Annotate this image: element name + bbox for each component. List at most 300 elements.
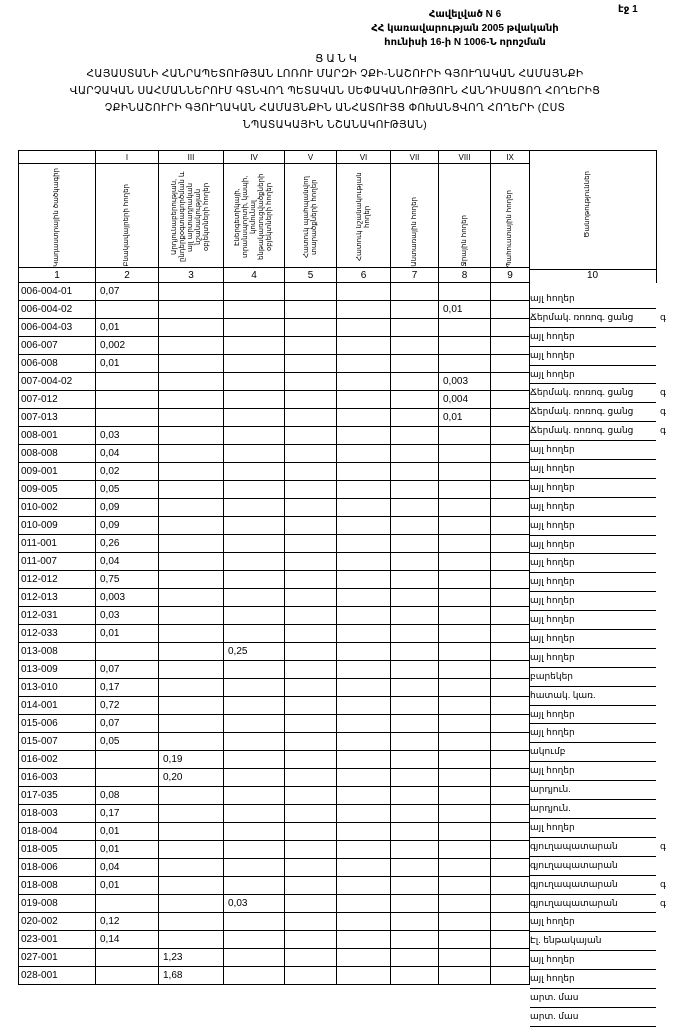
- area-value-cell: [439, 805, 491, 823]
- note-cell: [530, 762, 656, 781]
- table-row: [19, 445, 530, 463]
- area-value-cell: [96, 895, 159, 913]
- area-value-cell: [159, 553, 224, 571]
- annex-block: [340, 8, 590, 50]
- column-header-row: [19, 164, 530, 268]
- note-text: ակումբ: [530, 746, 566, 757]
- area-value-cell: [285, 427, 337, 445]
- table-row: [19, 625, 530, 643]
- note-cell: [530, 913, 656, 932]
- area-value-cell: [391, 283, 439, 301]
- table-row: [19, 481, 530, 499]
- area-value-cell: [491, 931, 530, 949]
- table-row: [19, 661, 530, 679]
- note-cell: [530, 706, 656, 725]
- column-header-label: Էներգետիկայի, տրանսպորտի, կապի, կոմունալ ենթակառուցվածքների օբյեկտների հողեր: [234, 173, 273, 261]
- table-row: [19, 463, 530, 481]
- area-value-cell: [285, 445, 337, 463]
- area-value-cell: [159, 373, 224, 391]
- table-row: [19, 877, 530, 895]
- note-text: այլ հողեր: [530, 708, 575, 719]
- area-value-cell: [224, 553, 285, 571]
- area-value-cell: [491, 283, 530, 301]
- column-header-label: Կադաստրային ծածկագիր: [53, 168, 60, 267]
- table-row: [19, 841, 530, 859]
- area-value-cell: [285, 751, 337, 769]
- area-value-cell: [224, 283, 285, 301]
- table-row: [19, 607, 530, 625]
- area-value-cell: [391, 697, 439, 715]
- area-value-cell: 0,17: [96, 679, 159, 697]
- area-value-cell: [391, 571, 439, 589]
- area-value-cell: [285, 607, 337, 625]
- table-row: [19, 301, 530, 319]
- area-value-cell: [439, 481, 491, 499]
- area-value-cell: [391, 373, 439, 391]
- area-value-cell: 0,72: [96, 697, 159, 715]
- area-value-cell: [491, 643, 530, 661]
- area-value-cell: [224, 841, 285, 859]
- note-text: գյուղապատարան: [530, 859, 618, 870]
- table-row: [19, 913, 530, 931]
- area-value-cell: [439, 769, 491, 787]
- area-value-cell: 0,03: [224, 895, 285, 913]
- area-value-cell: [159, 841, 224, 859]
- area-value-cell: [285, 463, 337, 481]
- area-value-cell: [159, 355, 224, 373]
- area-value-cell: [337, 931, 391, 949]
- area-value-cell: [224, 463, 285, 481]
- area-value-cell: [224, 409, 285, 427]
- area-value-cell: [391, 337, 439, 355]
- area-value-cell: [337, 679, 391, 697]
- note-cell: [530, 781, 656, 800]
- cadastral-code-cell: 006-008: [19, 355, 96, 373]
- document-title: ՑԱՆԿ: [315, 53, 360, 65]
- area-value-cell: [224, 319, 285, 337]
- area-value-cell: [285, 787, 337, 805]
- area-value-cell: 0,01: [96, 625, 159, 643]
- area-value-cell: [439, 679, 491, 697]
- note-text: այլ հողեր: [530, 576, 575, 587]
- note-text: այլ հողեր: [530, 651, 575, 662]
- cadastral-code-cell: 015-007: [19, 733, 96, 751]
- area-value-cell: [337, 409, 391, 427]
- cadastral-code-cell: 023-001: [19, 931, 96, 949]
- area-value-cell: [439, 553, 491, 571]
- area-value-cell: [96, 643, 159, 661]
- column-header-cell: [224, 164, 285, 268]
- area-value-cell: [337, 607, 391, 625]
- cadastral-code-cell: 028-001: [19, 967, 96, 985]
- area-value-cell: [224, 391, 285, 409]
- note-cell: [530, 611, 656, 630]
- area-value-cell: [439, 931, 491, 949]
- area-value-cell: [439, 733, 491, 751]
- area-value-cell: [96, 967, 159, 985]
- cadastral-code-cell: 018-003: [19, 805, 96, 823]
- area-value-cell: [391, 499, 439, 517]
- area-value-cell: [285, 931, 337, 949]
- note-text: Ճերմակ. ռոռոգ. ցանց: [530, 425, 634, 436]
- area-value-cell: [285, 553, 337, 571]
- area-value-cell: [337, 733, 391, 751]
- area-value-cell: [491, 427, 530, 445]
- area-value-cell: [224, 697, 285, 715]
- cadastral-code-cell: 009-001: [19, 463, 96, 481]
- area-value-cell: [391, 805, 439, 823]
- table-row: [19, 517, 530, 535]
- area-value-cell: [285, 661, 337, 679]
- note-text: արդյուն.: [530, 803, 571, 814]
- roman-header-cell: V: [285, 151, 337, 164]
- column-header-label: Պահուստային հողեր: [506, 189, 513, 267]
- area-value-cell: [159, 283, 224, 301]
- heading-line: ՀԱՅԱՍՏԱՆԻ ՀԱՆՐԱՊԵՏՈՒԹՅԱՆ ԼՈՌՈՒ ՄԱՐԶԻ ՉՔԻ-ՆԱՇՈՒՐԻ ԳՅՈՒՂԱԿԱՆ ՀԱՄԱՅՆՔԻ: [86, 68, 584, 80]
- note-cell: [530, 573, 656, 592]
- area-value-cell: [337, 481, 391, 499]
- area-value-cell: [285, 697, 337, 715]
- area-value-cell: [159, 859, 224, 877]
- area-value-cell: [159, 337, 224, 355]
- roman-header-cell: VII: [391, 151, 439, 164]
- area-value-cell: [439, 787, 491, 805]
- area-value-cell: 1,68: [159, 967, 224, 985]
- table-row: [19, 589, 530, 607]
- area-value-cell: [439, 895, 491, 913]
- note-cell: [530, 366, 656, 385]
- table-row: [19, 823, 530, 841]
- area-value-cell: [439, 427, 491, 445]
- column-header-cell: [491, 164, 530, 268]
- area-value-cell: [337, 715, 391, 733]
- note-cell: [530, 290, 656, 309]
- area-value-cell: [285, 805, 337, 823]
- area-value-cell: 0,01: [96, 355, 159, 373]
- area-value-cell: [491, 967, 530, 985]
- cadastral-code-cell: 010-002: [19, 499, 96, 517]
- column-header-cell: [19, 164, 96, 268]
- annex-line: Հավելված N 6: [428, 9, 502, 20]
- area-value-cell: [491, 715, 530, 733]
- area-value-cell: [439, 535, 491, 553]
- area-value-cell: [491, 859, 530, 877]
- area-value-cell: [159, 877, 224, 895]
- cadastral-code-cell: 010-009: [19, 517, 96, 535]
- area-value-cell: 0,01: [439, 409, 491, 427]
- roman-header-cell: III: [159, 151, 224, 164]
- note-text: գյուղապատարան: [530, 840, 618, 851]
- area-value-cell: [439, 517, 491, 535]
- area-value-cell: 1,23: [159, 949, 224, 967]
- area-value-cell: [391, 319, 439, 337]
- area-value-cell: [285, 877, 337, 895]
- area-value-cell: [285, 643, 337, 661]
- area-value-cell: [491, 661, 530, 679]
- area-value-cell: [491, 913, 530, 931]
- area-value-cell: 0,01: [96, 841, 159, 859]
- note-cell: [530, 668, 656, 687]
- area-value-cell: [285, 517, 337, 535]
- area-value-cell: [285, 895, 337, 913]
- area-value-cell: [491, 589, 530, 607]
- area-value-cell: [159, 913, 224, 931]
- area-value-cell: [491, 319, 530, 337]
- note-mark: գ: [660, 425, 666, 436]
- cadastral-code-cell: 008-008: [19, 445, 96, 463]
- roman-header-cell: I: [96, 151, 159, 164]
- area-value-cell: [491, 697, 530, 715]
- area-value-cell: [159, 895, 224, 913]
- area-value-cell: [337, 391, 391, 409]
- area-value-cell: [491, 445, 530, 463]
- note-text: այլ հողեր: [530, 349, 575, 360]
- area-value-cell: [391, 553, 439, 571]
- note-text: այլ հողեր: [530, 727, 575, 738]
- area-value-cell: [491, 841, 530, 859]
- area-value-cell: [391, 301, 439, 319]
- table-row: [19, 499, 530, 517]
- table-row: [19, 283, 530, 301]
- area-value-cell: [337, 517, 391, 535]
- area-value-cell: 0,05: [96, 733, 159, 751]
- table-row: [19, 859, 530, 877]
- note-cell: [530, 687, 656, 706]
- area-value-cell: 0,14: [96, 931, 159, 949]
- area-value-cell: [337, 553, 391, 571]
- cadastral-code-cell: 018-006: [19, 859, 96, 877]
- area-value-cell: [285, 859, 337, 877]
- column-header-label: Հատուկ նշանակության հողեր: [355, 172, 371, 262]
- cadastral-code-cell: 006-004-02: [19, 301, 96, 319]
- cadastral-code-cell: 019-008: [19, 895, 96, 913]
- area-value-cell: [391, 391, 439, 409]
- area-value-cell: [337, 589, 391, 607]
- land-table: [18, 150, 530, 985]
- area-value-cell: [391, 679, 439, 697]
- area-value-cell: [391, 427, 439, 445]
- note-text: այլ հողեր: [530, 330, 575, 341]
- area-value-cell: [285, 571, 337, 589]
- cadastral-code-cell: 012-031: [19, 607, 96, 625]
- column-number-row: [19, 268, 530, 283]
- area-value-cell: 0,12: [96, 913, 159, 931]
- area-value-cell: [337, 373, 391, 391]
- area-value-cell: [439, 967, 491, 985]
- note-cell: [530, 1008, 656, 1027]
- column-header-cell: [159, 164, 224, 268]
- area-value-cell: [224, 355, 285, 373]
- area-value-cell: [285, 283, 337, 301]
- cadastral-code-cell: 018-004: [19, 823, 96, 841]
- area-value-cell: [224, 769, 285, 787]
- note-mark: գ: [660, 897, 666, 908]
- area-value-cell: [159, 805, 224, 823]
- table-row: [19, 319, 530, 337]
- note-text: այլ հողեր: [530, 368, 575, 379]
- area-value-cell: [337, 427, 391, 445]
- note-text: Ճերմակ. ռոռոգ. ցանց: [530, 387, 634, 398]
- table-row: [19, 535, 530, 553]
- area-value-cell: [224, 787, 285, 805]
- area-value-cell: [337, 859, 391, 877]
- table-row: [19, 571, 530, 589]
- area-value-cell: [159, 319, 224, 337]
- note-mark: գ: [660, 840, 666, 851]
- note-text: այլ հողեր: [530, 463, 575, 474]
- area-value-cell: [224, 373, 285, 391]
- table-row: [19, 373, 530, 391]
- column-number-cell: 6: [337, 268, 391, 283]
- area-value-cell: [391, 913, 439, 931]
- roman-header-cell: VI: [337, 151, 391, 164]
- note-cell: [530, 800, 656, 819]
- area-value-cell: 0,19: [159, 751, 224, 769]
- note-cell: [530, 441, 656, 460]
- area-value-cell: [285, 337, 337, 355]
- area-value-cell: [224, 913, 285, 931]
- area-value-cell: [337, 913, 391, 931]
- area-value-cell: [224, 481, 285, 499]
- note-mark: գ: [660, 387, 666, 398]
- area-value-cell: 0,20: [159, 769, 224, 787]
- area-value-cell: [285, 715, 337, 733]
- cadastral-code-cell: 012-012: [19, 571, 96, 589]
- cadastral-code-cell: 013-008: [19, 643, 96, 661]
- area-value-cell: [491, 337, 530, 355]
- note-text: այլ հողեր: [530, 595, 575, 606]
- area-value-cell: [224, 625, 285, 643]
- area-value-cell: [159, 589, 224, 607]
- area-value-cell: 0,07: [96, 283, 159, 301]
- area-value-cell: [439, 589, 491, 607]
- notes-column-number: 10: [529, 269, 656, 281]
- area-value-cell: 0,03: [96, 427, 159, 445]
- cadastral-code-cell: 006-004-01: [19, 283, 96, 301]
- note-cell: [530, 422, 666, 441]
- area-value-cell: [337, 463, 391, 481]
- area-value-cell: [224, 715, 285, 733]
- area-value-cell: 0,08: [96, 787, 159, 805]
- area-value-cell: [491, 409, 530, 427]
- area-value-cell: [391, 517, 439, 535]
- cadastral-code-cell: 016-003: [19, 769, 96, 787]
- cadastral-code-cell: 007-012: [19, 391, 96, 409]
- area-value-cell: [439, 445, 491, 463]
- column-header-label: Հատուկ պահպանվող տարածքների հողեր: [302, 176, 318, 258]
- cadastral-code-cell: 011-001: [19, 535, 96, 553]
- note-cell: [530, 724, 656, 743]
- area-value-cell: [439, 463, 491, 481]
- area-value-cell: [159, 607, 224, 625]
- table-row: [19, 715, 530, 733]
- column-header-cell: [439, 164, 491, 268]
- note-cell: [530, 536, 656, 555]
- note-cell: [530, 403, 666, 422]
- area-value-cell: [337, 751, 391, 769]
- area-value-cell: [337, 571, 391, 589]
- area-value-cell: [391, 967, 439, 985]
- area-value-cell: [337, 823, 391, 841]
- cadastral-code-cell: 027-001: [19, 949, 96, 967]
- note-text: այլ հողեր: [530, 916, 575, 927]
- area-value-cell: [96, 409, 159, 427]
- cadastral-code-cell: 018-008: [19, 877, 96, 895]
- column-number-cell: 9: [491, 268, 530, 283]
- area-value-cell: [491, 787, 530, 805]
- area-value-cell: 0,25: [224, 643, 285, 661]
- document-heading: [15, 66, 655, 134]
- note-cell: [530, 347, 656, 366]
- note-cell: [530, 592, 656, 611]
- area-value-cell: [337, 355, 391, 373]
- note-text: գյուղապատարան: [530, 878, 618, 889]
- cadastral-code-cell: 007-004-02: [19, 373, 96, 391]
- area-value-cell: [391, 949, 439, 967]
- cadastral-code-cell: 015-006: [19, 715, 96, 733]
- area-value-cell: [337, 625, 391, 643]
- area-value-cell: [224, 805, 285, 823]
- area-value-cell: [96, 751, 159, 769]
- column-number-cell: 3: [159, 268, 224, 283]
- column-header-cell: [285, 164, 337, 268]
- area-value-cell: [224, 499, 285, 517]
- area-value-cell: [337, 337, 391, 355]
- area-value-cell: [391, 841, 439, 859]
- area-value-cell: [96, 373, 159, 391]
- area-value-cell: [96, 769, 159, 787]
- area-value-cell: [337, 301, 391, 319]
- column-number-cell: 1: [19, 268, 96, 283]
- area-value-cell: [391, 625, 439, 643]
- note-cell: [530, 554, 656, 573]
- cadastral-code-cell: 016-002: [19, 751, 96, 769]
- area-value-cell: [224, 931, 285, 949]
- area-value-cell: [285, 391, 337, 409]
- area-value-cell: [491, 499, 530, 517]
- area-value-cell: [439, 661, 491, 679]
- note-cell: [530, 857, 656, 876]
- area-value-cell: 0,01: [96, 319, 159, 337]
- column-header-cell: [96, 164, 159, 268]
- notes-header: [529, 150, 657, 283]
- area-value-cell: [159, 427, 224, 445]
- area-value-cell: [491, 355, 530, 373]
- area-value-cell: [96, 301, 159, 319]
- roman-header-cell: IX: [491, 151, 530, 164]
- area-value-cell: [224, 679, 285, 697]
- area-value-cell: [96, 391, 159, 409]
- column-header-label: Բնակավայրերի հողեր: [123, 184, 130, 267]
- cadastral-code-cell: 008-001: [19, 427, 96, 445]
- table-row: [19, 931, 530, 949]
- area-value-cell: [391, 643, 439, 661]
- area-value-cell: 0,09: [96, 517, 159, 535]
- note-cell: [530, 309, 666, 328]
- note-cell: [530, 989, 656, 1008]
- area-value-cell: [491, 571, 530, 589]
- note-mark: գ: [660, 406, 666, 417]
- note-text: արդյուն.: [530, 784, 571, 795]
- note-text: հատակ. կառ.: [530, 689, 596, 700]
- annex-line: ՀՀ կառավարության 2005 թվականի: [371, 23, 559, 34]
- note-cell: [530, 384, 666, 403]
- area-value-cell: [285, 769, 337, 787]
- area-value-cell: [439, 859, 491, 877]
- note-text: արտ. մաս: [530, 1010, 579, 1021]
- area-value-cell: [491, 481, 530, 499]
- area-value-cell: [439, 877, 491, 895]
